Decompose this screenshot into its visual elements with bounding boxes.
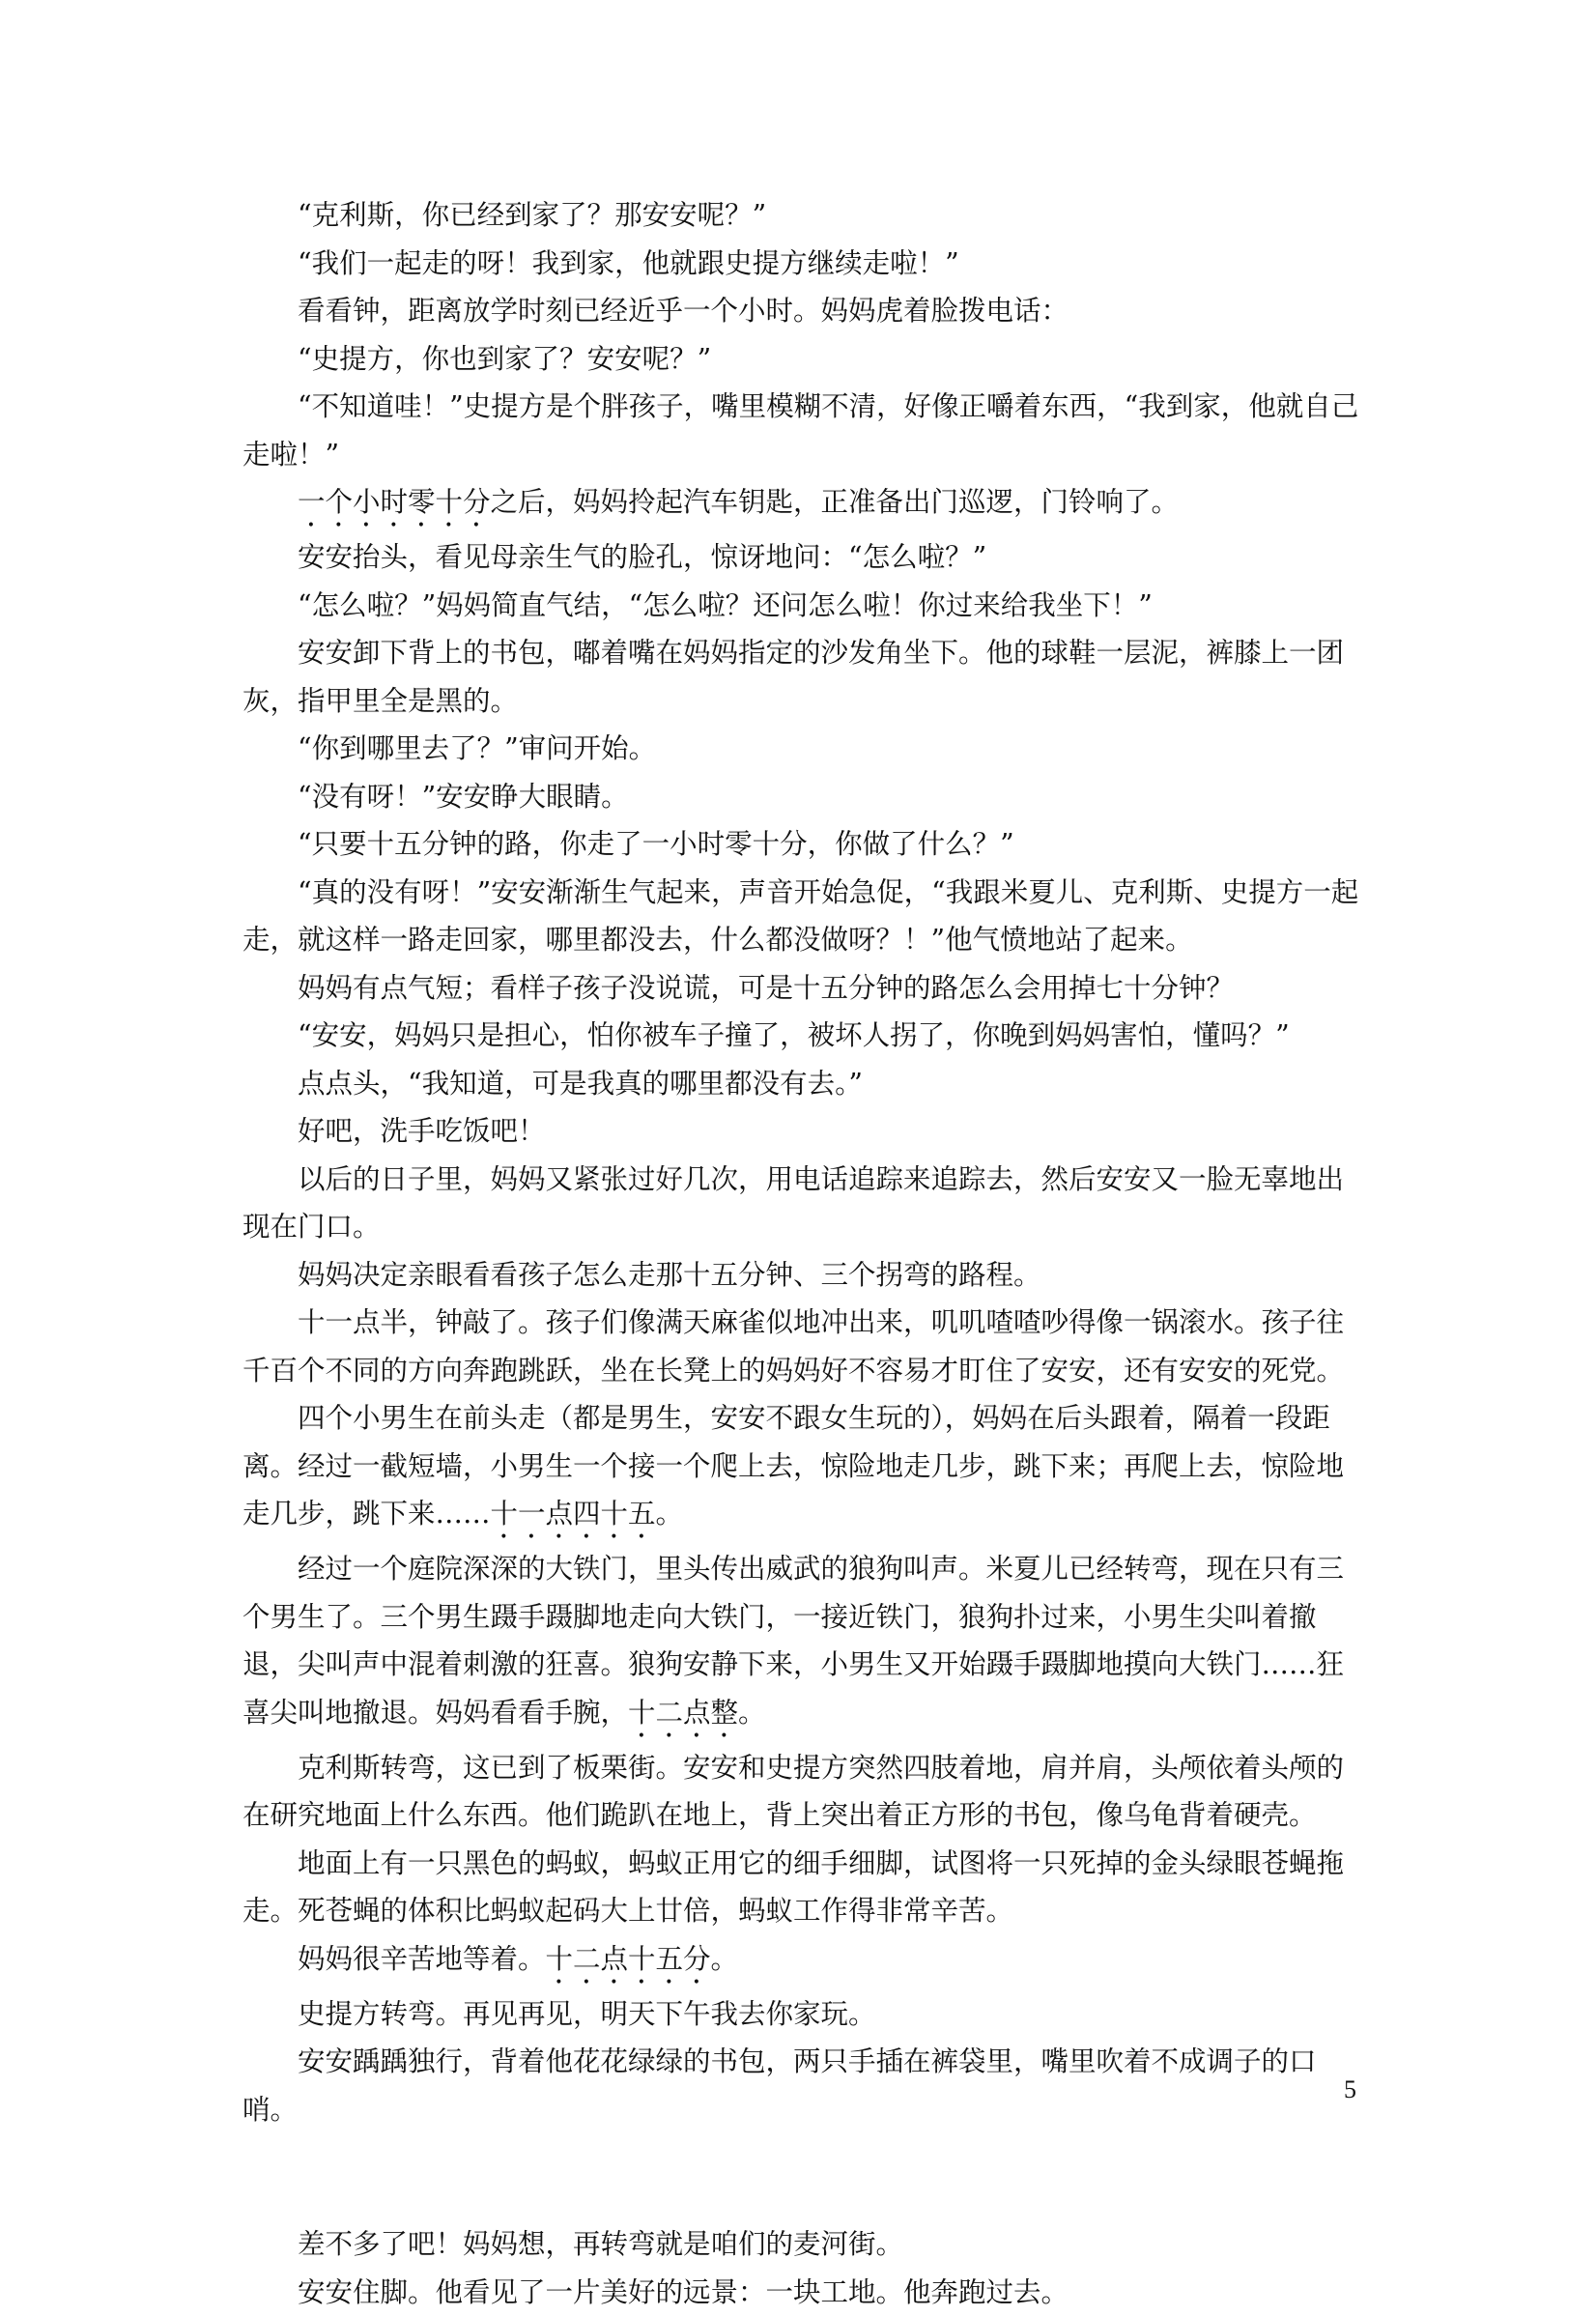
emphasized-time: 一个小时零十分 [298,486,491,518]
paragraph-text: “史提方，你也到家了？安安呢？” [298,343,711,375]
paragraph [242,725,1368,773]
paragraph-text: “不知道哇！”史提方是个胖孩子，嘴里模糊不清，好像正嚼着东西，“我到家，他就自己走啦！” [242,390,1358,471]
emphasized-time: 十二点整 [628,1697,738,1729]
paragraph-text: “你到哪里去了？”审问开始。 [298,732,656,764]
paragraph-text: 十一点半，钟敲了。孩子们像满天麻雀似地冲出来，叽叽喳喳吵得像一锅滚水。孩子往千百个不同的方向奔跑跳跃，坐在长凳上的妈妈好不容易才盯住了安安，还有安安的死党。 [242,1306,1344,1387]
paragraph-gap [242,2133,1368,2220]
paragraph-text: “真的没有呀！”安安渐渐生气起来，声音开始急促，“我跟米夏儿、克利斯、史提方一起走，就这样一路走回家，哪里都没去，什么都没做呀？！”他气愤地站了起来。 [242,876,1358,957]
paragraph-text: 看看钟，距离放学时刻已经近乎一个小时。妈妈虎着脸拨电话： [298,295,1069,327]
paragraph [242,869,1368,964]
paragraph [242,1744,1368,1840]
paragraph [242,964,1368,1013]
paragraph-text: “克利斯，你已经到家了？那安安呢？” [298,199,766,231]
paragraph-text: 点点头，“我知道，可是我真的哪里都没有去。” [298,1068,863,1100]
paragraph-text: 妈妈决定亲眼看看孩子怎么走那十五分钟、三个拐弯的路程。 [298,1259,1041,1291]
paragraph-text: 安安抬头，看见母亲生气的脸孔，惊讶地问：“怎么啦？” [298,541,986,573]
paragraph [242,1012,1368,1060]
paragraph-text: 妈妈有点气短；看样子孩子没说谎，可是十五分钟的路怎么会用掉七十分钟？ [298,972,1234,1004]
paragraph [242,2269,1368,2316]
paragraph [242,287,1368,335]
paragraph [242,629,1368,725]
paragraph [242,1156,1368,1251]
paragraph [242,383,1368,478]
paragraph [242,1060,1368,1108]
paragraph-text: 克利斯转弯，这已到了板栗街。安安和史提方突然四肢着地，肩并肩，头颅依着头颅的在研究地面上什么东西。他们跪趴在地上，背上突出着正方形的书包，像乌龟背着硬壳。 [242,1752,1344,1832]
paragraph [242,1840,1368,1935]
paragraph-text: 以后的日子里，妈妈又紧张过好几次，用电话追踪来追踪去，然后安安又一脸无辜地出现在门口。 [242,1163,1344,1244]
paragraph-text: 妈妈很辛苦地等着。 [298,1943,546,1975]
paragraph [242,820,1368,869]
page-number: 5 [1344,2075,1356,2104]
paragraph [242,582,1368,630]
paragraph-text: 。 [711,1943,739,1975]
paragraph-text: “没有呀！”安安睁大眼睛。 [298,781,629,813]
paragraph-text: 安安住脚。他看见了一片美好的远景：一块工地。他奔跑过去。 [298,2276,1069,2308]
paragraph-text: 经过一个庭院深深的大铁门，里头传出威武的狼狗叫声。米夏儿已经转弯，现在只有三个男生了。三个男生蹑手蹑脚地走向大铁门，一接近铁门，狼狗扑过来，小男生尖叫着撤退，尖叫声中混着刺激的狂喜。狼狗安静下来，小男生又开始蹑手蹑脚地摸向大铁门……狂喜尖叫地撤退。妈妈看看手腕， [242,1553,1344,1729]
paragraph [242,478,1368,533]
paragraph-text: 史提方转弯。再见再见，明天下午我去你家玩。 [298,1998,876,2030]
paragraph-text: “安安，妈妈只是担心，怕你被车子撞了，被坏人拐了，你晚到妈妈害怕，懂吗？” [298,1019,1290,1051]
paragraph-text: “只要十五分钟的路，你走了一小时零十分，你做了什么？” [298,828,1014,860]
paragraph-text: “怎么啦？”妈妈简直气结，“怎么啦？还问怎么啦！你过来给我坐下！” [298,589,1153,621]
paragraph-text: 之后，妈妈拎起汽车钥匙，正准备出门巡逻，门铃响了。 [491,486,1180,518]
paragraph [242,1935,1368,1990]
paragraph [242,533,1368,582]
paragraph [242,1251,1368,1300]
paragraph-text: 。 [656,1498,684,1530]
paragraph [242,191,1368,240]
paragraph [242,335,1368,384]
paragraph [242,1545,1368,1744]
paragraph [242,2038,1368,2133]
paragraph-text: 四个小男生在前头走（都是男生，安安不跟女生玩的），妈妈在后头跟着，隔着一段距离。经过一截短墙，小男生一个接一个爬上去，惊险地走几步，跳下来；再爬上去，惊险地走几步，跳下来…… [242,1402,1344,1530]
paragraph [242,1394,1368,1545]
paragraph-text: 安安卸下背上的书包，嘟着嘴在妈妈指定的沙发角坐下。他的球鞋一层泥，裤膝上一团灰，指甲里全是黑的。 [242,637,1344,717]
paragraph [242,240,1368,288]
paragraph-text: 。 [738,1697,766,1729]
paragraph [242,1990,1368,2039]
paragraph-text: 好吧，洗手吃饭吧！ [298,1115,546,1147]
paragraph-text: 地面上有一只黑色的蚂蚁，蚂蚁正用它的细手细脚，试图将一只死掉的金头绿眼苍蝇拖走。死苍蝇的体积比蚂蚁起码大上廿倍，蚂蚁工作得非常辛苦。 [242,1847,1344,1928]
story-text [242,191,1368,2316]
paragraph [242,1107,1368,1156]
emphasized-time: 十一点四十五 [491,1498,656,1530]
paragraph [242,2220,1368,2269]
paragraph-text: 差不多了吧！妈妈想，再转弯就是咱们的麦河街。 [298,2228,903,2260]
emphasized-time: 十二点十五分 [546,1943,711,1975]
paragraph [242,1299,1368,1394]
paragraph-text: 安安踽踽独行，背着他花花绿绿的书包，两只手插在裤袋里，嘴里吹着不成调子的口哨。 [242,2045,1317,2126]
paragraph-text: “我们一起走的呀！我到家，他就跟史提方继续走啦！” [298,247,959,279]
paragraph [242,773,1368,821]
